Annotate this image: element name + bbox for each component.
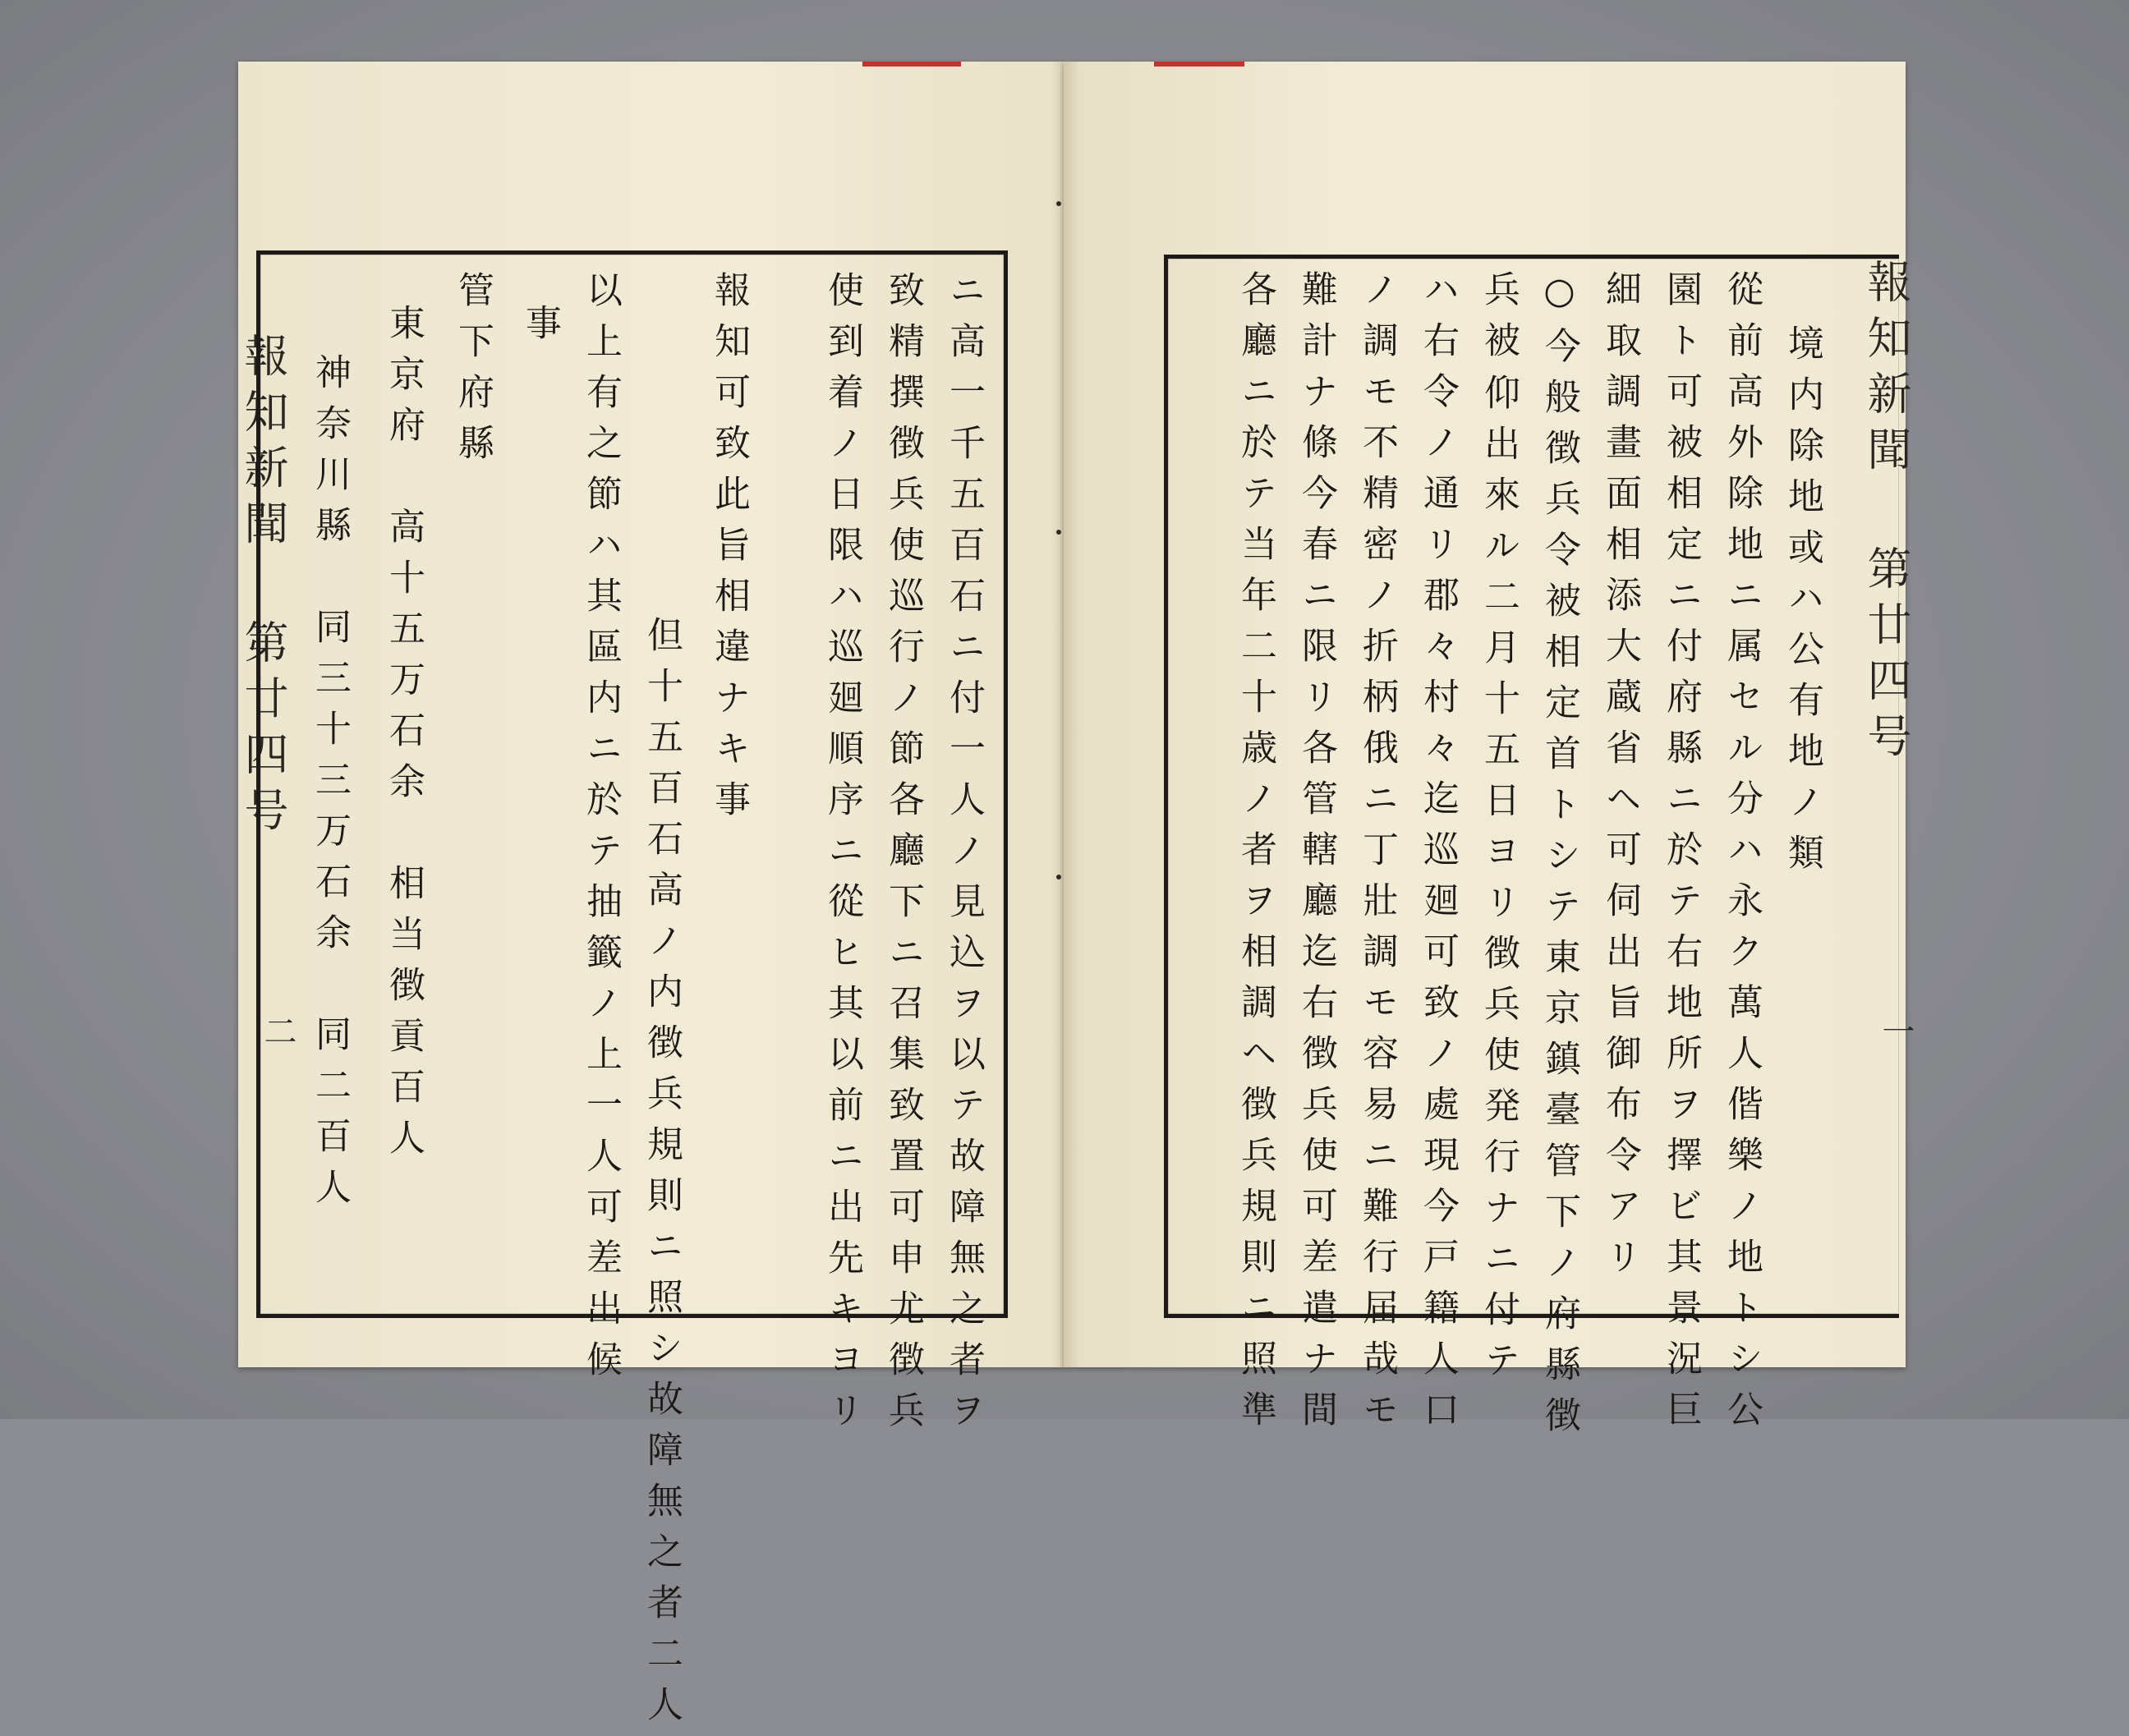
text-column: 從前高外除地ニ属セル分ハ永ク萬人偕樂ノ地トシ公 — [1721, 270, 1763, 1441]
text-column: ニ高一千五百石ニ付一人ノ見込ヲ以テ故障無之者ヲ — [943, 271, 985, 1442]
text-column: 各廳ニ於テ当年二十歳ノ者ヲ相調ヘ徴兵規則ニ照準 — [1235, 270, 1276, 1441]
text-column: 以上有之節ハ其區内ニ於テ抽籤ノ上一人可差出候 — [580, 271, 622, 1391]
text-column: ノ調モ不精密ノ折柄俄ニ丁壯調モ容易ニ難行届哉モ — [1356, 270, 1398, 1441]
open-book — [237, 62, 1915, 1736]
left-page — [237, 62, 1064, 1736]
text-column: 難計ナ條今春ニ限リ各管轄廳迄右徴兵使可差遣ナ間 — [1295, 270, 1337, 1441]
text-column: 管下府縣 — [452, 271, 494, 475]
text-column: 兵被 — [1478, 270, 1520, 372]
page-number: 二 — [259, 1014, 297, 1047]
text-column: 報知可致此旨相違ナキ事 — [708, 271, 750, 831]
text-column: 仰出來ル二月十五日ヨリ徴兵使発行ナニ付テ — [1478, 374, 1520, 1392]
text-column: ハ右令ノ通リ郡々村々迄巡廻可致ノ處現今戸籍人口 — [1417, 270, 1459, 1441]
binding-thread-mark — [1154, 62, 1244, 67]
page-number: 一 — [1877, 1014, 1915, 1047]
binding-thread-mark — [862, 62, 961, 67]
text-column: 致精撰徴兵使巡行ノ節各廳下ニ召集致置可申尤徴兵 — [882, 271, 924, 1442]
text-column: 使到着ノ日限ハ巡廻順序ニ從ヒ其以前ニ出先キヨリ — [821, 271, 863, 1442]
text-column: 神奈川縣 同三十三万石余 同二百人 — [309, 353, 351, 1219]
text-column: 細取調畫面相添大蔵省ヘ可伺出旨御布令アリ — [1599, 270, 1641, 1288]
book-gutter — [1051, 62, 1079, 1367]
text-column: 事 — [519, 304, 561, 355]
text-frame — [1164, 255, 1899, 1447]
text-column: 但十五百石高ノ内徴兵規則ニ照シ故障無之者二人 — [641, 616, 683, 1736]
page-header: 報知新聞 第廿四号 — [1860, 259, 1912, 769]
text-column: 境内除地或ハ公有地ノ類 — [1782, 324, 1823, 884]
text-frame — [256, 250, 1008, 1736]
page-header: 報知新聞 第廿四号 — [237, 333, 289, 843]
text-column: ○今般徴兵令被相定首トシテ東京鎮臺管下ノ府縣徴 — [1538, 270, 1580, 1447]
text-column: 園ト可被相定ニ付府縣ニ於テ右地所ヲ擇ビ其景況巨 — [1660, 270, 1702, 1441]
text-column: 東京府 高十五万石余 相当徴貢百人 — [383, 304, 425, 1169]
